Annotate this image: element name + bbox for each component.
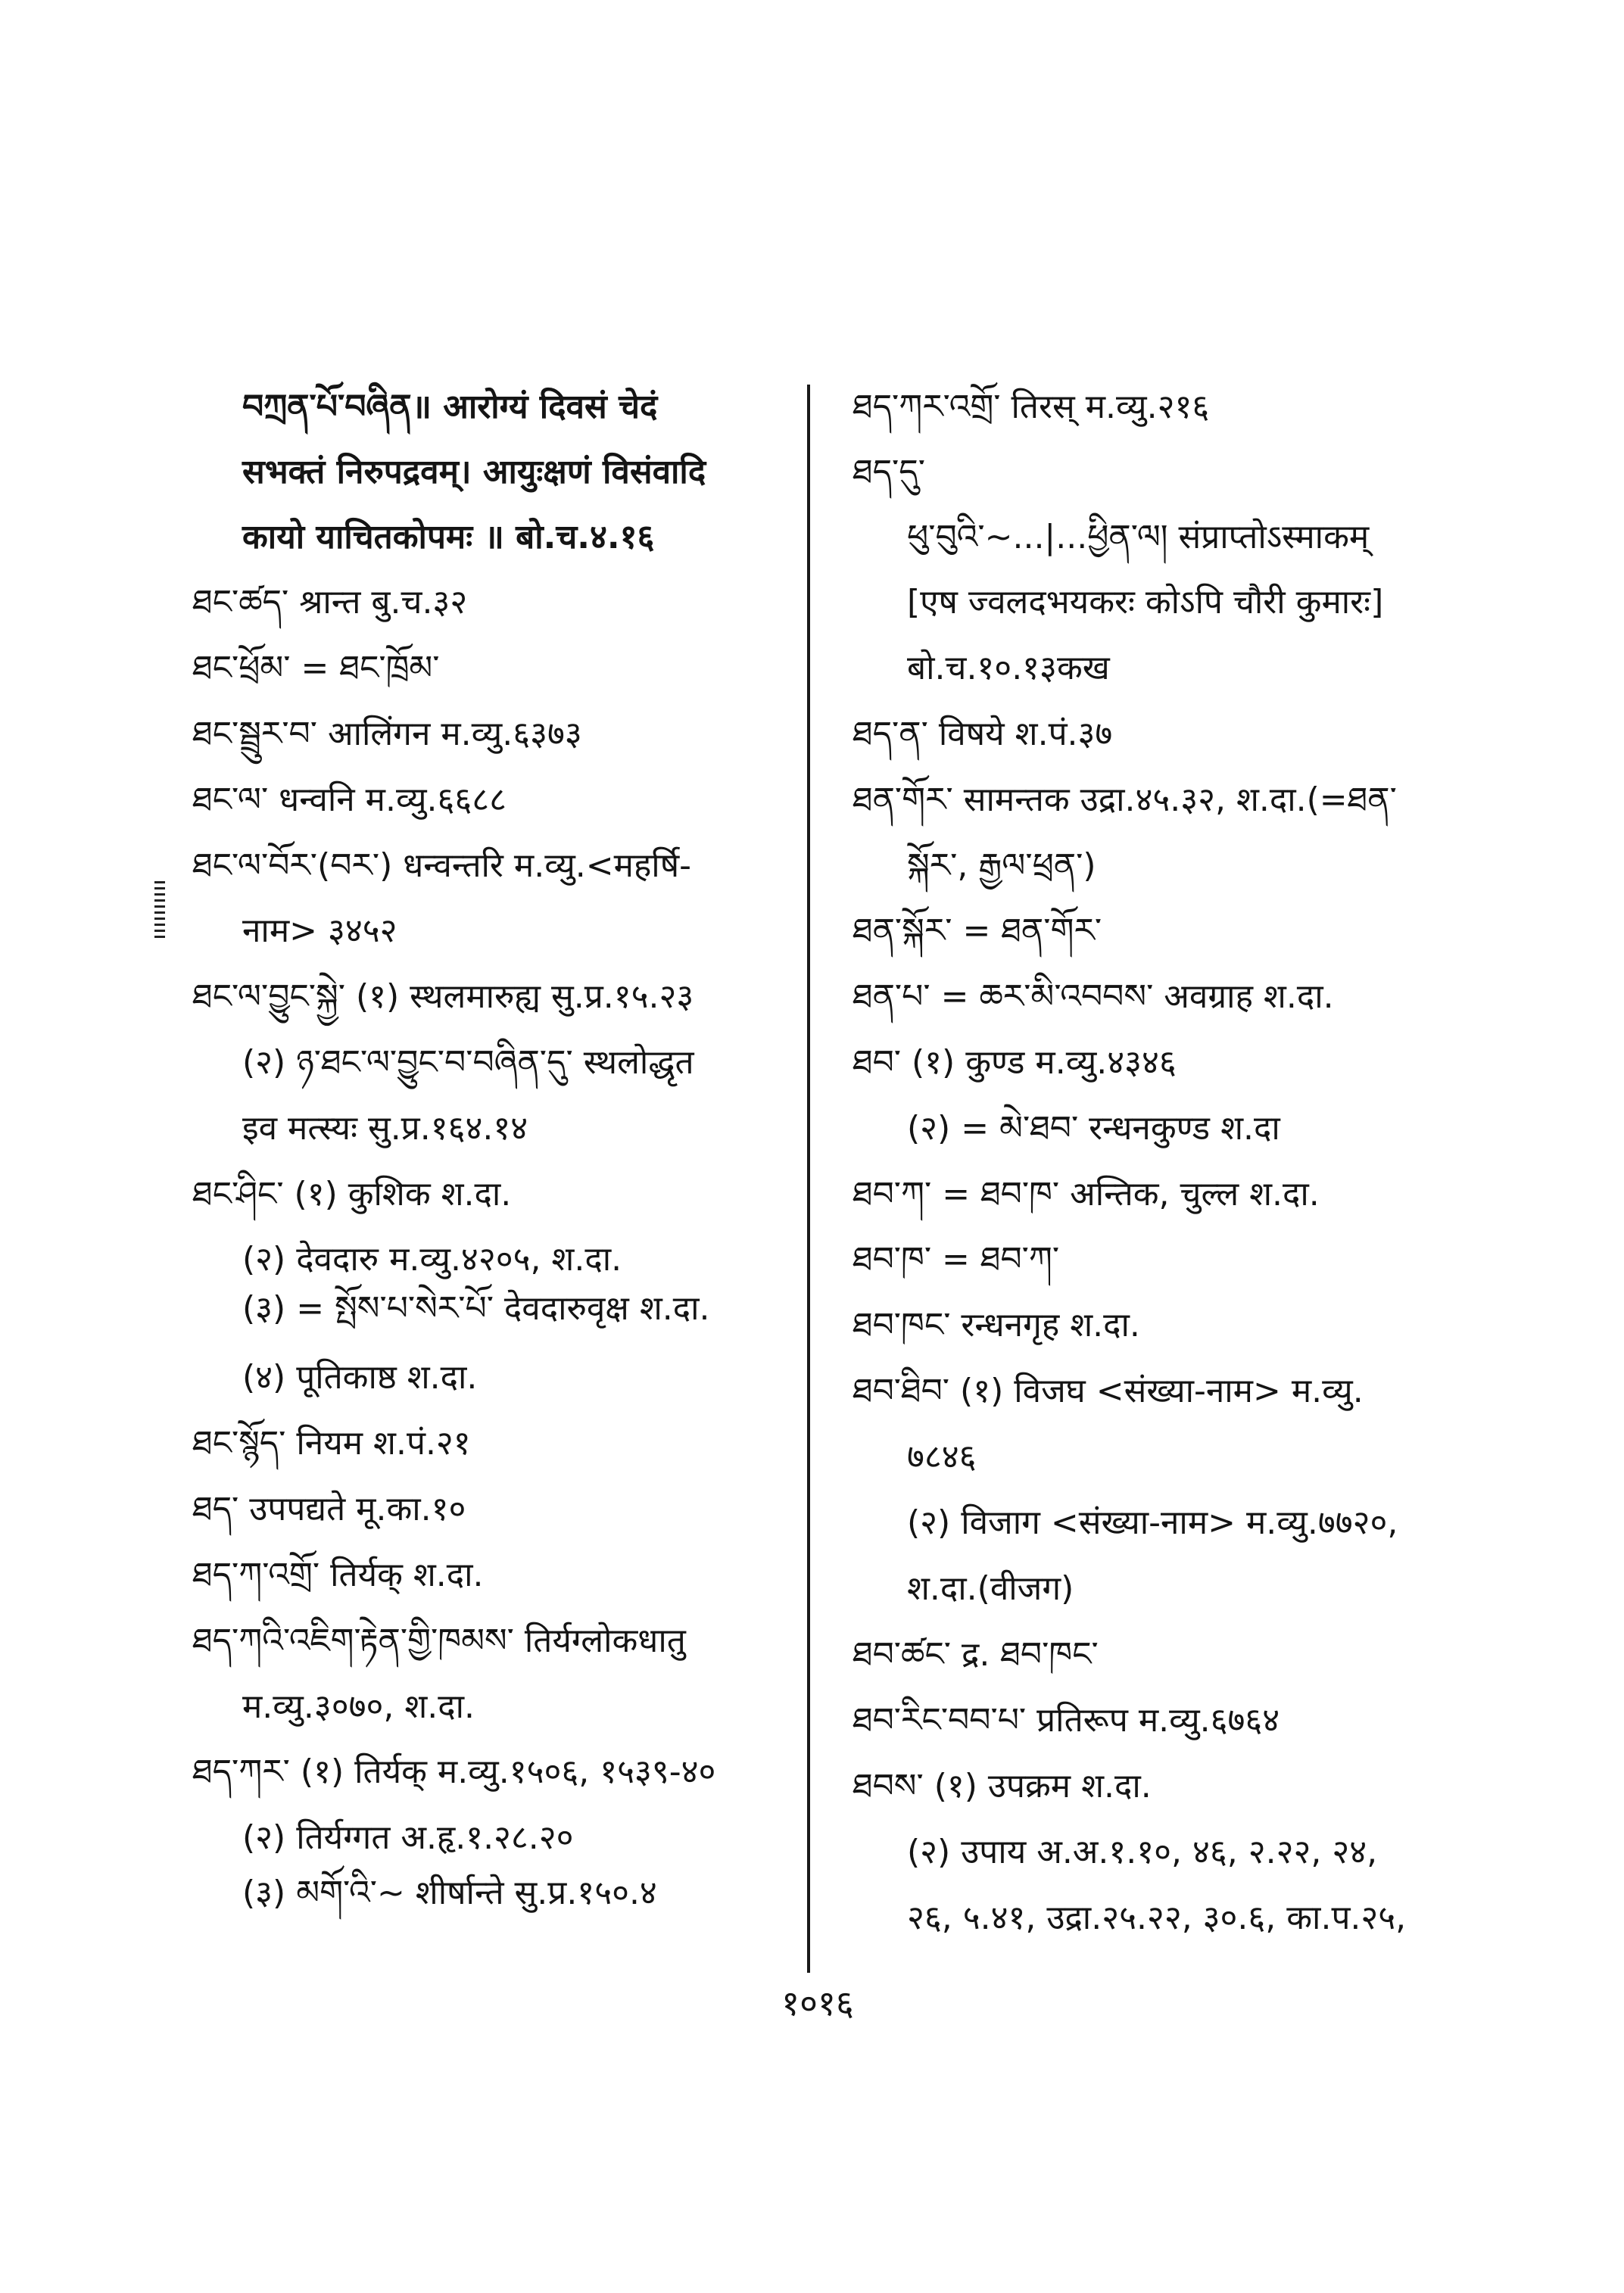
left-entry-line: कायो याचितकोपमः ॥ बो.च.४.१६ <box>242 518 655 556</box>
left-entry-line: (२) तिर्यग्गत अ.हृ.१.२८.२० <box>242 1818 574 1857</box>
left-entry-line: བཀྲན་པོ་བཞིན॥ आरोग्यं दिवसं चेदं <box>242 388 658 426</box>
left-entry-line: ཐང་ལ་ धन्वनि म.व्यु.६६८८ <box>192 780 507 819</box>
left-entry-line: ཐང་སྙོད་ नियम श.पं.२१ <box>192 1424 471 1463</box>
right-entry-line: [एष ज्वलदभयकरः कोऽपि चौरी कुमारः] <box>907 583 1384 622</box>
right-entry-line: ཐན་གོར་ सामन्तक उद्रा.४५.३२, श.दा.(=ཐན་ <box>853 780 1397 819</box>
left-entry-line: ཐད་ཀར་ (१) तिर्यक् म.व्यु.१५०६, १५३९-४० <box>192 1752 716 1791</box>
right-entry-line: ཐབ་ཀ་ = ཐབ་ཁ་ अन्तिक, चुल्ल श.दा. <box>853 1175 1320 1213</box>
left-entry-line: (४) पूतिकाष्ठ श.दा. <box>242 1358 478 1397</box>
left-entry-line: ཐང་ཤིང་ (१) कुशिक श.दा. <box>192 1175 512 1213</box>
right-entry-line: ཐབ་ (१) कुण्ड म.व्यु.४३४६ <box>853 1043 1177 1082</box>
left-entry-line: (३) = སྤོས་པ་སེར་པོ་ देवदारुवृक्ष श.दा. <box>242 1289 710 1328</box>
page-number: १०१६ <box>781 1983 854 2024</box>
right-entry-line: ཐབ་རིང་བབ་པ་ प्रतिरूप म.व्यु.६७६४ <box>853 1701 1280 1740</box>
binding-marks <box>154 881 165 940</box>
right-entry-line: ཐབ་ཁ་ = ཐབ་ཀ་ <box>853 1240 1060 1279</box>
left-entry-line: ཐད་ཀ་འགྲོ་ तिर्यक् श.दा. <box>192 1556 484 1594</box>
left-entry-line: सभक्तं निरुपद्रवम्। आयुःक्षणं विसंवादि <box>242 453 706 491</box>
right-entry-line: ཐད་ཀར་འགྲོ་ तिरस् म.व्यु.२१६ <box>853 388 1210 426</box>
right-entry-line: ཐན་པ་ = ཆར་མི་འབབས་ अवग्राह श.दा. <box>853 977 1334 1016</box>
left-entry-line: नाम> ३४५२ <box>242 911 397 950</box>
left-entry-line: ཐང་སྦྲུར་བ་ आलिंगन म.व्यु.६३७३ <box>192 715 582 753</box>
right-entry-line: ཐབ་ཐིབ་ (१) विजघ <संख्या-नाम> म.व्यु. <box>853 1372 1364 1410</box>
left-entry-line: म.व्यु.३०७०, श.दा. <box>242 1687 475 1726</box>
right-entry-line: (२) विजाग <संख्या-नाम> म.व्यु.७७२०, <box>907 1503 1398 1542</box>
right-entry-line: ཐབས་ (१) उपक्रम श.दा. <box>853 1767 1152 1805</box>
left-entry-line: ཐད་ उपपद्यते मू.का.१० <box>192 1490 466 1528</box>
right-entry-line: (२) = མེ་ཐབ་ रन्धनकुण्ड श.दा <box>907 1109 1280 1148</box>
right-entry-line: སྐོར་, རྒྱལ་ཕྲན་) <box>907 846 1096 885</box>
right-entry-line: ཕུ་བུའི་~...|...ཕྱིན་ལ། संप्राप्तोऽस्माकम् <box>907 518 1370 556</box>
left-entry-line: ཐང་ལ་བོར་(བར་) धन्वन्तरि म.व्यु.<महर्षि- <box>192 846 692 885</box>
left-entry-line: ཐང་ལ་བྱུང་སྐྱེ་ (१) स्थलमारुह्य सु.प्र.१५.२३ <box>192 977 694 1016</box>
right-entry-line: ཐབ་ཁང་ रन्धनगृह श.दा. <box>853 1306 1140 1344</box>
right-entry-line: (२) उपाय अ.अ.१.१०, ४६, २.२२, २४, <box>907 1833 1378 1871</box>
right-entry-line: बो.च.१०.१३कख <box>907 649 1110 687</box>
right-entry-line: ཐབ་ཚང་ द्र. ཐབ་ཁང་ <box>853 1635 1099 1674</box>
right-entry-line: ཐན་སྐོར་ = ཐན་གོར་ <box>853 911 1102 950</box>
right-entry-line: ཐད་ན་ विषये श.पं.३७ <box>853 715 1113 753</box>
left-entry-line: ཐང་ཚད་ श्रान्त बु.च.३२ <box>192 583 468 622</box>
left-entry-line: ཐང་ཕྲོམ་ = ཐང་ཁྲོམ་ <box>192 649 440 687</box>
column-divider <box>807 385 810 1973</box>
left-entry-line: (३) མགོ་འི་~ शीर्षान्ते सु.प्र.१५०.४ <box>242 1874 657 1912</box>
left-entry-line: (२) ཉ་ཐང་ལ་བྱུང་བ་བཞིན་དུ་ स्थलोद्धृत <box>242 1043 694 1082</box>
left-entry-line: ཐད་ཀའི་འཇིག་རྟེན་གྱི་ཁམས་ तिर्यग्लोकधातु <box>192 1622 686 1660</box>
left-entry-line: इव मत्स्यः सु.प्र.१६४.१४ <box>242 1109 528 1148</box>
right-entry-line: ཐད་དུ་ <box>853 453 926 491</box>
right-entry-line: ७८४६ <box>907 1438 977 1476</box>
right-entry-line: श.दा.(वीजग) <box>907 1569 1074 1608</box>
left-entry-line: (२) देवदारु म.व्यु.४२०५, श.दा. <box>242 1240 622 1279</box>
right-entry-line: २६, ५.४१, उद्रा.२५.२२, ३०.६, का.प.२५, <box>907 1899 1407 1937</box>
